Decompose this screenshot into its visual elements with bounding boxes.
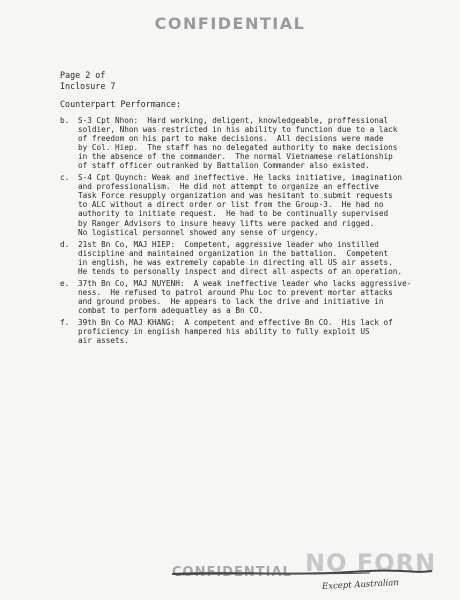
item-line: ness. He refused to patrol around Phu Loc to prevent mortar attacks: [78, 287, 393, 297]
item-letter: e.: [60, 278, 70, 288]
item-line: by Ranger Advisors to insure heavy lifts were packed and rigged.: [78, 218, 375, 228]
inclosure-label: Inclosure 7: [60, 81, 116, 91]
item-line: Task Force resupply organization and was hesitant to submit requests: [78, 191, 393, 201]
page-number: Page 2 of: [60, 70, 106, 80]
item-line: S-3 Cpt Nhon: Hard working, deligent, knowledgeable, proffessional: [78, 116, 389, 125]
item-line: proficiency in engiish hampered his ability to fully exploit US: [78, 327, 370, 337]
item-line: and ground probes. He appears to lack the drive and initiative in: [78, 296, 384, 306]
item-line: S-4 Cpt Quynch: Weak and ineffective. He lacks initiative, imagination: [78, 173, 402, 183]
item-line: by Col. Hiep. The staff has no delegated authority to make decisions: [78, 143, 398, 153]
confidential-stamp-bottom: CONFIDENTIAL: [172, 565, 292, 580]
item-line: air assets.: [78, 336, 129, 346]
page-header: [60, 70, 115, 92]
confidential-stamp-top: CONFIDENTIAL: [154, 14, 306, 33]
item-line: in english, he was extremely capable in directing all US air assets.: [78, 257, 393, 267]
item-line: and professionalism. He did not attempt to organize an effective: [78, 182, 379, 192]
item-line: to ALC without a direct order or list from the Group-3. He had no: [78, 200, 384, 210]
list-item: [60, 116, 398, 171]
item-line: 39th Bn Co MAJ KHANG: A competent and effective Bn CO. His lack of: [78, 317, 393, 327]
noforn-stamp: NO FORN: [305, 549, 437, 577]
list-item: [60, 278, 412, 315]
item-line: of freedom on his part to make decisions. All decisions were made: [78, 134, 384, 144]
item-line: authority to initiate request. He had to be continually supervised: [78, 209, 389, 219]
strikethrough-mark: [170, 568, 435, 578]
item-letter: f.: [60, 317, 70, 327]
item-line: combat to perform adequatley as a Bn CO.: [78, 305, 264, 315]
item-letter: c.: [60, 173, 70, 183]
item-line: 21st Bn Co, MAJ HIEP: Competent, aggressive leader who instilled: [78, 239, 379, 249]
item-letter: d.: [60, 239, 70, 249]
item-line: in the absence of the commander. The normal Vietnamese relationship: [78, 152, 393, 162]
list-item: [60, 173, 402, 237]
item-line: 37th Bn Co, MAJ NUYENH: A weak ineffective leader who lacks aggressive-: [78, 278, 412, 288]
item-line: discipline and maintained organization in the battalion. Competent: [78, 248, 389, 258]
item-line: No logistical personnel showed any sense of urgency.: [78, 227, 319, 237]
item-line: of staff officer outranked by Battalion Commander also existed.: [78, 161, 370, 171]
list-item: [60, 239, 402, 276]
handwritten-annotation: Except Australian: [321, 577, 400, 593]
item-letter: b.: [60, 116, 70, 125]
item-line: He tends to personally inspect and direct all aspects of an operation.: [78, 266, 402, 276]
section-title: Counterpart Performance:: [60, 99, 182, 109]
item-line: soldier, Nhon was restricted in his ability to function due to a lack: [78, 125, 398, 135]
list-item: [60, 317, 393, 346]
evaluation-list: [60, 116, 412, 346]
